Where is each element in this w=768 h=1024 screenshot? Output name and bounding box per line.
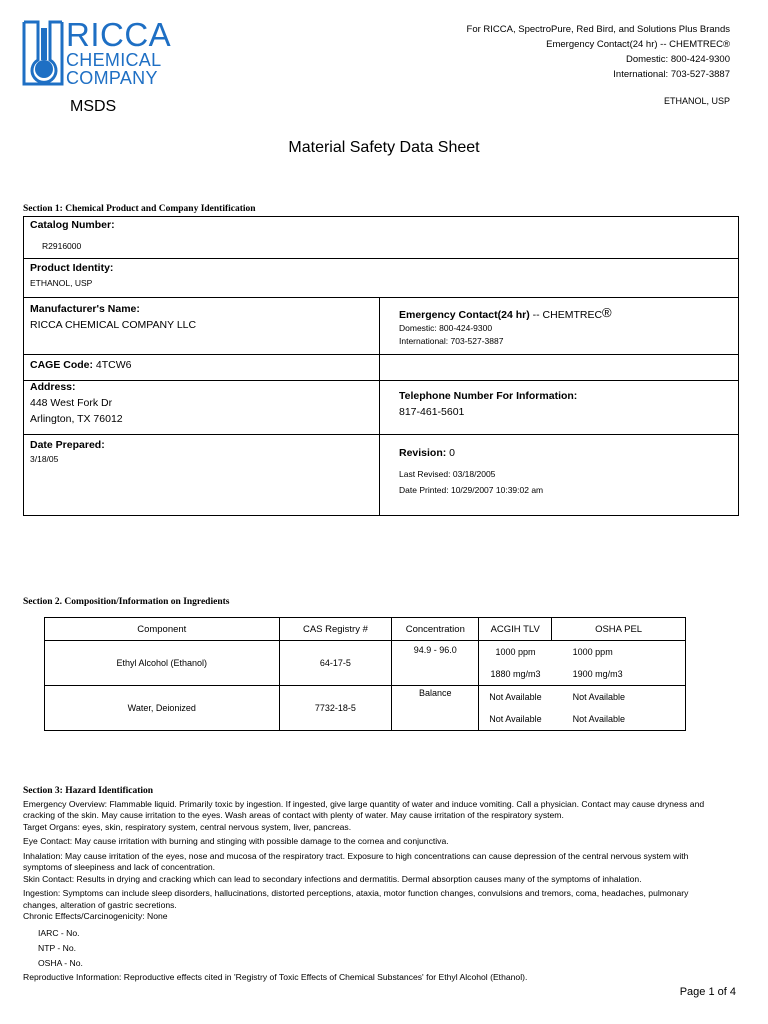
section2-title: Section 2. Composition/Information on Ingredients	[23, 597, 230, 607]
divider	[379, 297, 380, 515]
ingestion: Ingestion: Symptoms can include sleep disorders, hallucinations, distorted perceptions, ataxia, motor function changes, convulsions and tremors, coma, headaches, pulmonary changes, alteration of gastric secretions.	[23, 888, 689, 910]
cage-code	[30, 359, 132, 371]
catalog-label: Catalog Number:	[30, 219, 115, 231]
ingredients-table	[44, 617, 686, 731]
section3	[23, 786, 723, 983]
tlv-value: Not Available	[489, 692, 542, 702]
divider	[24, 380, 738, 381]
column-header: OSHA PEL	[552, 618, 686, 641]
column-header: ACGIH TLV	[479, 618, 552, 641]
tlv-value: 1880 mg/m3	[490, 669, 541, 679]
tlv-value: 1000 ppm	[495, 647, 536, 657]
divider	[24, 434, 738, 435]
doc-type: MSDS	[70, 98, 117, 115]
column-header: Concentration	[392, 618, 479, 641]
header-domestic: Domestic: 800-424-9300	[625, 54, 730, 65]
pel-value: Not Available	[572, 692, 626, 702]
page-title: Material Safety Data Sheet	[288, 139, 480, 156]
emergency-international: International: 703-527-3887	[399, 336, 504, 346]
header-emergency: Emergency Contact(24 hr) -- CHEMTREC®	[546, 39, 730, 50]
target-organs: Target Organs: eyes, skin, respiratory system, central nervous system, liver, pancreas.	[23, 821, 352, 832]
date-label: Date Prepared:	[30, 439, 105, 451]
pel-cell	[552, 641, 686, 686]
phone-value: 817-461-5601	[399, 406, 465, 418]
catalog-value: R2916000	[42, 241, 82, 251]
eye-contact: Eye Contact: May cause irritation with burning and stinging with possible damage to the cornea and conjunctiva.	[23, 836, 449, 846]
emergency-domestic: Domestic: 800-424-9300	[399, 323, 493, 333]
reproductive-info: Reproductive Information: Reproductive effects cited in 'Registry of Toxic Effects of Chemical Substances' for Ethyl Alcohol (Ethanol).	[23, 971, 528, 982]
pel-value: Not Available	[572, 714, 626, 724]
concentration-cell: 94.9 - 96.0	[392, 641, 479, 686]
section1-box	[23, 216, 739, 516]
divider	[24, 297, 738, 298]
cage-value: 4TCW6	[93, 359, 132, 371]
component-cell: Water, Deionized	[45, 686, 280, 731]
phone-label: Telephone Number For Information:	[399, 390, 578, 402]
header-product: ETHANOL, USP	[663, 96, 730, 106]
logo-line3: COMPANY	[66, 68, 158, 88]
component-cell: Ethyl Alcohol (Ethanol)	[45, 641, 280, 686]
iarc: IARC - No.	[38, 927, 80, 938]
revision-label: Revision:	[399, 447, 447, 459]
ntp: NTP - No.	[38, 942, 77, 953]
table-row	[45, 686, 686, 731]
page-number: Page 1 of 4	[679, 986, 736, 998]
emergency-overview: Emergency Overview: Flammable liquid. Primarily toxic by ingestion. If ingested, give large quantity of water and induce vomiting. Call a physician. Contact may cause dryness and cracking of the skin. May cause irritation to the eyes. Wash areas of contact with plenty of water. May cause irritation of the respiratory system.	[23, 798, 705, 820]
tlv-cell	[479, 686, 552, 731]
header-brands: For RICCA, SpectroPure, Red Bird, and Solutions Plus Brands	[466, 24, 730, 35]
column-header: Component	[45, 618, 280, 641]
emergency-contact	[399, 305, 612, 321]
table-header-row	[45, 618, 686, 641]
header-contact	[467, 22, 730, 82]
tlv-value: Not Available	[489, 714, 542, 724]
section3-title: Section 3: Hazard Identification	[23, 786, 154, 796]
address-label: Address:	[30, 381, 76, 393]
last-revised: Last Revised: 03/18/2005	[399, 469, 496, 479]
table-row	[45, 641, 686, 686]
header-international: International: 703-527-3887	[613, 69, 730, 80]
identity-label: Product Identity:	[30, 262, 114, 274]
concentration-cell: Balance	[392, 686, 479, 731]
logo-line1: RICCA	[66, 16, 172, 53]
emergency-value: -- CHEMTREC	[529, 309, 603, 321]
registered-mark: ®	[602, 305, 612, 320]
revision-value: 0	[446, 447, 456, 459]
skin-contact: Skin Contact: Results in drying and cracking which can lead to secondary infections and dermatitis. Dermal absorption causes many of the symptoms of inhalation.	[23, 873, 642, 884]
date-printed: Date Printed: 10/29/2007 10:39:02 am	[399, 485, 544, 495]
section1-title: Section 1: Chemical Product and Company Identification	[23, 204, 256, 214]
pel-cell	[552, 686, 686, 731]
osha: OSHA - No.	[38, 957, 83, 968]
inhalation: Inhalation: May cause irritation of the eyes, nose and mucosa of the respiratory tract. Exposure to high concentrations can cause depression of the central nervous system with symptoms of sleepiness and lack of concentration.	[23, 850, 689, 872]
logo-line2: CHEMICAL	[66, 50, 162, 70]
revision	[399, 447, 455, 459]
cas-cell: 64-17-5	[279, 641, 392, 686]
cage-label: CAGE Code:	[30, 359, 93, 371]
emergency-label: Emergency Contact(24 hr)	[399, 309, 530, 321]
column-header: CAS Registry #	[279, 618, 392, 641]
chronic-effects: Chronic Effects/Carcinogenicity: None	[23, 911, 168, 921]
address-line1: 448 West Fork Dr	[30, 397, 113, 409]
manufacturer-value: RICCA CHEMICAL COMPANY LLC	[30, 319, 197, 331]
address-line2: Arlington, TX 76012	[30, 413, 123, 425]
pel-value: 1900 mg/m3	[572, 669, 623, 679]
identity-value: ETHANOL, USP	[30, 278, 93, 288]
date-value: 3/18/05	[30, 454, 59, 464]
manufacturer-label: Manufacturer's Name:	[30, 303, 140, 315]
pel-value: 1000 ppm	[572, 647, 613, 657]
cas-cell: 7732-18-5	[279, 686, 392, 731]
divider	[24, 354, 738, 355]
divider	[24, 258, 738, 259]
tlv-cell	[479, 641, 552, 686]
company-logo	[22, 16, 182, 90]
flask-logo-icon	[22, 20, 64, 86]
